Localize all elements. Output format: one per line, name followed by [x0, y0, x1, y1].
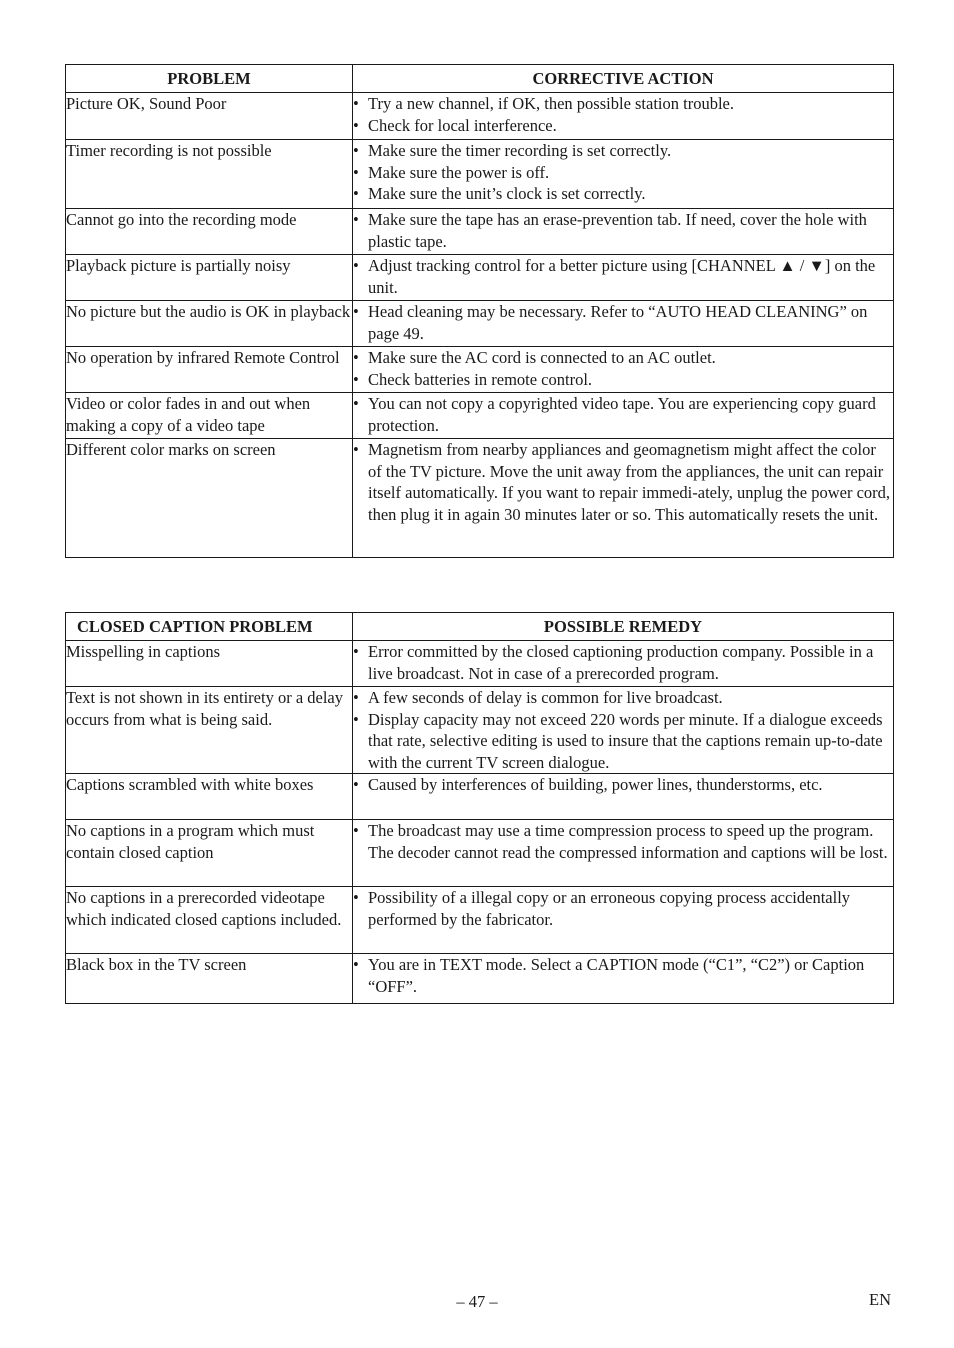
action-cell — [353, 393, 894, 439]
action-item: • Check for local interference. — [353, 115, 557, 135]
action-cell — [353, 93, 894, 140]
table-row — [66, 887, 894, 954]
table-row — [66, 347, 894, 393]
table-row — [66, 439, 894, 558]
problem-cell: No captions in a prerecorded videotape which indicated closed captions included. — [66, 887, 353, 954]
closed-caption-table — [65, 612, 894, 1004]
problem-cell: Different color marks on screen — [66, 439, 353, 558]
table-row — [66, 93, 894, 140]
problem-cell: Cannot go into the recording mode — [66, 209, 353, 255]
action-item: • Adjust tracking control for a better picture using [CHANNEL ▲ / ▼] on the unit. — [353, 256, 876, 297]
table-row — [66, 393, 894, 439]
problem-cell: No picture but the audio is OK in playback — [66, 301, 353, 347]
action-cell — [353, 301, 894, 347]
remedy-item: • Possibility of a illegal copy or an erroneous copying process accidentally performed by the fabricator. — [353, 888, 851, 929]
action-item: • Magnetism from nearby appliances and geomagnetism might affect the color of the TV picture. Move the unit away from the appliances, the unit can repair itself automatically. If you want to repair immedi-ately, unplug the power cord, then plug it in again 30 minutes later or so. This automatically resets the unit. — [353, 440, 891, 524]
action-item: • You can not copy a copyrighted video tape. You are experiencing copy guard protection. — [353, 394, 876, 435]
problem-cell: Captions scrambled with white boxes — [66, 774, 353, 820]
column-header-problem: PROBLEM — [66, 65, 353, 93]
table-row — [66, 774, 894, 820]
table-row — [66, 255, 894, 301]
column-header-closed-caption-problem: CLOSED CAPTION PROBLEM — [66, 613, 353, 641]
page-number: – 47 – — [456, 1292, 498, 1311]
action-item: • Check batteries in remote control. — [353, 369, 593, 389]
troubleshooting-table — [65, 64, 894, 558]
problem-cell: Picture OK, Sound Poor — [66, 93, 353, 140]
problem-cell: Misspelling in captions — [66, 641, 353, 687]
remedy-cell — [353, 774, 894, 820]
action-item: • Try a new channel, if OK, then possible station trouble. — [353, 94, 734, 113]
action-item: • Make sure the AC cord is connected to an AC outlet. — [353, 348, 716, 367]
table-header-row — [66, 65, 894, 93]
remedy-item: • Caused by interferences of building, power lines, thunderstorms, etc. — [353, 775, 823, 794]
action-item: • Make sure the timer recording is set correctly. — [353, 141, 672, 160]
table-row — [66, 954, 894, 1004]
table-row — [66, 140, 894, 209]
language-code: EN — [869, 1290, 891, 1309]
remedy-cell — [353, 954, 894, 1004]
remedy-item: • You are in TEXT mode. Select a CAPTION mode (“C1”, “C2”) or Caption “OFF”. — [353, 955, 865, 996]
remedy-item: • Display capacity may not exceed 220 words per minute. If a dialogue exceeds that rate, selective editing is used to insure that the captions remain up-to-date with the current TV screen dialogue. — [353, 709, 883, 772]
table-header-row — [66, 613, 894, 641]
table-row — [66, 641, 894, 687]
action-item: • Head cleaning may be necessary. Refer to “AUTO HEAD CLEANING” on page 49. — [353, 302, 868, 343]
problem-cell: Text is not shown in its entirety or a delay occurs from what is being said. — [66, 687, 353, 774]
remedy-cell — [353, 641, 894, 687]
remedy-cell — [353, 820, 894, 887]
problem-cell: No operation by infrared Remote Control — [66, 347, 353, 393]
problem-cell: Playback picture is partially noisy — [66, 255, 353, 301]
remedy-item: • Error committed by the closed captioning production company. Possible in a live broadcast. Not in case of a prerecorded program. — [353, 642, 874, 683]
remedy-cell — [353, 887, 894, 954]
action-cell — [353, 347, 894, 393]
column-header-corrective-action: CORRECTIVE ACTION — [353, 65, 894, 93]
action-item: • Make sure the tape has an erase-prevention tab. If need, cover the hole with plastic tape. — [353, 210, 867, 251]
remedy-cell — [353, 687, 894, 774]
problem-cell: Black box in the TV screen — [66, 954, 353, 1004]
action-item: • Make sure the power is off. — [353, 162, 550, 182]
problem-cell: No captions in a program which must contain closed caption — [66, 820, 353, 887]
table-row — [66, 301, 894, 347]
action-cell — [353, 140, 894, 209]
action-cell — [353, 209, 894, 255]
table-row — [66, 687, 894, 774]
remedy-item: • The broadcast may use a time compression process to speed up the program. The decoder cannot read the compressed information and captions will be lost. — [353, 821, 888, 862]
column-header-possible-remedy: POSSIBLE REMEDY — [353, 613, 894, 641]
table-row — [66, 209, 894, 255]
action-item: • Make sure the unit’s clock is set correctly. — [353, 184, 646, 203]
remedy-item: • A few seconds of delay is common for live broadcast. — [353, 688, 723, 707]
table-row — [66, 820, 894, 887]
action-cell — [353, 255, 894, 301]
action-cell — [353, 439, 894, 558]
problem-cell: Timer recording is not possible — [66, 140, 353, 209]
problem-cell: Video or color fades in and out when making a copy of a video tape — [66, 393, 353, 439]
